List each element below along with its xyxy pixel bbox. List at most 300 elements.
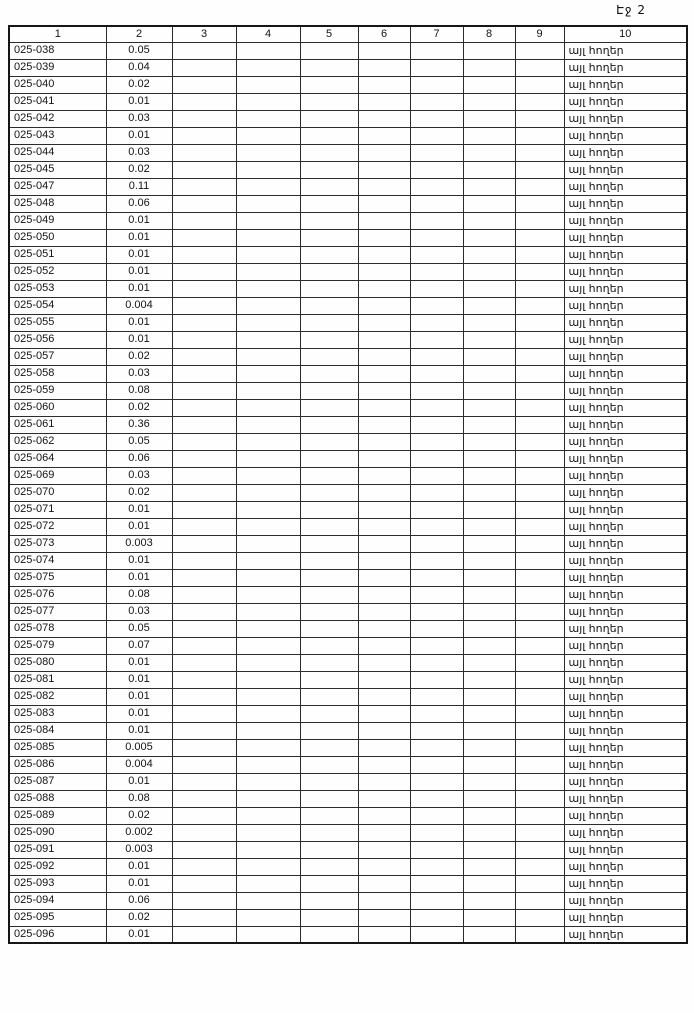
empty-cell (515, 42, 564, 59)
empty-cell (410, 858, 463, 875)
empty-cell (410, 416, 463, 433)
code-cell: 025-091 (9, 841, 106, 858)
empty-cell (410, 501, 463, 518)
empty-cell (236, 824, 300, 841)
column-header-6: 6 (358, 26, 410, 42)
code-cell: 025-074 (9, 552, 106, 569)
empty-cell (410, 603, 463, 620)
empty-cell (463, 637, 515, 654)
empty-cell (358, 127, 410, 144)
empty-cell (358, 263, 410, 280)
empty-cell (515, 416, 564, 433)
code-cell: 025-040 (9, 76, 106, 93)
note-cell: այլ հողեր (564, 93, 687, 110)
empty-cell (300, 365, 358, 382)
empty-cell (236, 399, 300, 416)
note-cell: այլ հողեր (564, 722, 687, 739)
table-row (9, 433, 687, 450)
code-cell: 025-053 (9, 280, 106, 297)
empty-cell (515, 824, 564, 841)
note-cell: այլ հողեր (564, 535, 687, 552)
table-row (9, 59, 687, 76)
empty-cell (463, 246, 515, 263)
note-cell: այլ հողեր (564, 195, 687, 212)
empty-cell (410, 365, 463, 382)
table-row (9, 552, 687, 569)
empty-cell (172, 501, 236, 518)
empty-cell (172, 807, 236, 824)
empty-cell (358, 467, 410, 484)
table-row (9, 382, 687, 399)
empty-cell (172, 280, 236, 297)
note-cell: այլ հողեր (564, 603, 687, 620)
empty-cell (358, 569, 410, 586)
empty-cell (300, 297, 358, 314)
area-cell: 0.06 (106, 195, 172, 212)
empty-cell (172, 637, 236, 654)
area-cell: 0.01 (106, 331, 172, 348)
area-cell: 0.002 (106, 824, 172, 841)
empty-cell (300, 875, 358, 892)
note-cell: այլ հողեր (564, 909, 687, 926)
empty-cell (300, 807, 358, 824)
code-cell: 025-058 (9, 365, 106, 382)
empty-cell (172, 841, 236, 858)
empty-cell (410, 280, 463, 297)
area-cell: 0.01 (106, 246, 172, 263)
area-cell: 0.03 (106, 110, 172, 127)
table-row (9, 484, 687, 501)
empty-cell (358, 229, 410, 246)
empty-cell (236, 841, 300, 858)
empty-cell (236, 161, 300, 178)
empty-cell (463, 620, 515, 637)
note-cell: այլ հողեր (564, 858, 687, 875)
empty-cell (410, 909, 463, 926)
table-row (9, 535, 687, 552)
table-row (9, 790, 687, 807)
empty-cell (463, 127, 515, 144)
empty-cell (515, 705, 564, 722)
note-cell: այլ հողեր (564, 450, 687, 467)
code-cell: 025-045 (9, 161, 106, 178)
empty-cell (236, 671, 300, 688)
area-cell: 0.01 (106, 229, 172, 246)
column-header-4: 4 (236, 26, 300, 42)
area-cell: 0.01 (106, 926, 172, 943)
empty-cell (463, 110, 515, 127)
empty-cell (515, 93, 564, 110)
empty-cell (515, 433, 564, 450)
empty-cell (515, 722, 564, 739)
table-row (9, 110, 687, 127)
empty-cell (515, 331, 564, 348)
empty-cell (358, 331, 410, 348)
area-cell: 0.36 (106, 416, 172, 433)
empty-cell (236, 110, 300, 127)
empty-cell (172, 93, 236, 110)
empty-cell (410, 127, 463, 144)
empty-cell (358, 790, 410, 807)
empty-cell (300, 331, 358, 348)
empty-cell (463, 195, 515, 212)
table-row (9, 467, 687, 484)
area-cell: 0.02 (106, 348, 172, 365)
empty-cell (410, 739, 463, 756)
empty-cell (463, 909, 515, 926)
empty-cell (300, 824, 358, 841)
empty-cell (236, 450, 300, 467)
empty-cell (410, 586, 463, 603)
empty-cell (515, 841, 564, 858)
note-cell: այլ հողեր (564, 365, 687, 382)
empty-cell (410, 926, 463, 943)
empty-cell (410, 331, 463, 348)
note-cell: այլ հողեր (564, 637, 687, 654)
empty-cell (236, 807, 300, 824)
table-row (9, 569, 687, 586)
empty-cell (463, 824, 515, 841)
empty-cell (236, 212, 300, 229)
empty-cell (172, 824, 236, 841)
empty-cell (463, 331, 515, 348)
column-header-2: 2 (106, 26, 172, 42)
empty-cell (236, 331, 300, 348)
table-row (9, 892, 687, 909)
empty-cell (358, 705, 410, 722)
empty-cell (236, 348, 300, 365)
code-cell: 025-060 (9, 399, 106, 416)
empty-cell (172, 127, 236, 144)
code-cell: 025-088 (9, 790, 106, 807)
code-cell: 025-094 (9, 892, 106, 909)
empty-cell (300, 688, 358, 705)
code-cell: 025-073 (9, 535, 106, 552)
empty-cell (358, 552, 410, 569)
empty-cell (236, 467, 300, 484)
empty-cell (236, 892, 300, 909)
empty-cell (172, 42, 236, 59)
empty-cell (300, 586, 358, 603)
empty-cell (236, 501, 300, 518)
empty-cell (172, 586, 236, 603)
table-row (9, 450, 687, 467)
area-cell: 0.02 (106, 807, 172, 824)
empty-cell (300, 416, 358, 433)
empty-cell (358, 807, 410, 824)
empty-cell (300, 246, 358, 263)
area-cell: 0.01 (106, 127, 172, 144)
empty-cell (515, 892, 564, 909)
code-cell: 025-038 (9, 42, 106, 59)
column-header-9: 9 (515, 26, 564, 42)
empty-cell (515, 569, 564, 586)
empty-cell (358, 314, 410, 331)
empty-cell (358, 841, 410, 858)
empty-cell (236, 637, 300, 654)
empty-cell (515, 263, 564, 280)
empty-cell (463, 875, 515, 892)
empty-cell (463, 297, 515, 314)
code-cell: 025-071 (9, 501, 106, 518)
empty-cell (358, 195, 410, 212)
empty-cell (515, 654, 564, 671)
area-cell: 0.01 (106, 671, 172, 688)
empty-cell (172, 756, 236, 773)
empty-cell (172, 178, 236, 195)
empty-cell (515, 909, 564, 926)
empty-cell (463, 433, 515, 450)
empty-cell (410, 76, 463, 93)
note-cell: այլ հողեր (564, 331, 687, 348)
empty-cell (172, 365, 236, 382)
area-cell: 0.01 (106, 654, 172, 671)
empty-cell (358, 688, 410, 705)
empty-cell (300, 739, 358, 756)
empty-cell (515, 348, 564, 365)
empty-cell (515, 688, 564, 705)
code-cell: 025-092 (9, 858, 106, 875)
empty-cell (172, 195, 236, 212)
note-cell: այլ հողեր (564, 705, 687, 722)
empty-cell (172, 909, 236, 926)
empty-cell (515, 110, 564, 127)
note-cell: այլ հողեր (564, 59, 687, 76)
empty-cell (410, 399, 463, 416)
table-row (9, 926, 687, 943)
empty-cell (358, 178, 410, 195)
note-cell: այլ հողեր (564, 552, 687, 569)
empty-cell (300, 637, 358, 654)
code-cell: 025-051 (9, 246, 106, 263)
table-row (9, 756, 687, 773)
note-cell: այլ հողեր (564, 212, 687, 229)
note-cell: այլ հողեր (564, 569, 687, 586)
note-cell: այլ հողեր (564, 926, 687, 943)
empty-cell (300, 144, 358, 161)
area-cell: 0.05 (106, 42, 172, 59)
code-cell: 025-090 (9, 824, 106, 841)
empty-cell (300, 484, 358, 501)
empty-cell (300, 620, 358, 637)
empty-cell (358, 722, 410, 739)
table-row (9, 42, 687, 59)
note-cell: այլ հողեր (564, 773, 687, 790)
empty-cell (172, 144, 236, 161)
empty-cell (172, 926, 236, 943)
area-cell: 0.03 (106, 467, 172, 484)
empty-cell (515, 144, 564, 161)
empty-cell (410, 467, 463, 484)
empty-cell (515, 297, 564, 314)
empty-cell (300, 127, 358, 144)
empty-cell (515, 756, 564, 773)
column-header-3: 3 (172, 26, 236, 42)
table-row (9, 824, 687, 841)
area-cell: 0.01 (106, 705, 172, 722)
empty-cell (463, 841, 515, 858)
area-cell: 0.11 (106, 178, 172, 195)
table-row (9, 705, 687, 722)
empty-cell (515, 501, 564, 518)
empty-cell (410, 161, 463, 178)
empty-cell (515, 637, 564, 654)
empty-cell (300, 535, 358, 552)
table-row (9, 263, 687, 280)
empty-cell (463, 450, 515, 467)
empty-cell (410, 790, 463, 807)
empty-cell (172, 688, 236, 705)
table-row (9, 875, 687, 892)
empty-cell (515, 229, 564, 246)
empty-cell (358, 42, 410, 59)
code-cell: 025-086 (9, 756, 106, 773)
empty-cell (236, 76, 300, 93)
empty-cell (358, 909, 410, 926)
table-row (9, 399, 687, 416)
empty-cell (172, 875, 236, 892)
empty-cell (172, 348, 236, 365)
code-cell: 025-079 (9, 637, 106, 654)
empty-cell (300, 603, 358, 620)
empty-cell (358, 365, 410, 382)
empty-cell (358, 93, 410, 110)
area-cell: 0.01 (106, 688, 172, 705)
empty-cell (410, 144, 463, 161)
empty-cell (300, 722, 358, 739)
note-cell: այլ հողեր (564, 280, 687, 297)
table-row (9, 195, 687, 212)
table-row (9, 671, 687, 688)
empty-cell (236, 518, 300, 535)
empty-cell (410, 382, 463, 399)
note-cell: այլ հողեր (564, 688, 687, 705)
empty-cell (300, 909, 358, 926)
empty-cell (358, 246, 410, 263)
empty-cell (300, 212, 358, 229)
empty-cell (236, 229, 300, 246)
empty-cell (410, 637, 463, 654)
table-row (9, 161, 687, 178)
note-cell: այլ հողեր (564, 790, 687, 807)
empty-cell (236, 858, 300, 875)
note-cell: այլ հողեր (564, 76, 687, 93)
empty-cell (410, 773, 463, 790)
empty-cell (515, 161, 564, 178)
empty-cell (300, 671, 358, 688)
empty-cell (236, 875, 300, 892)
empty-cell (172, 620, 236, 637)
area-cell: 0.02 (106, 161, 172, 178)
empty-cell (410, 705, 463, 722)
table-row (9, 348, 687, 365)
empty-cell (463, 365, 515, 382)
note-cell: այլ հողեր (564, 467, 687, 484)
empty-cell (410, 229, 463, 246)
area-cell: 0.01 (106, 518, 172, 535)
table-row (9, 314, 687, 331)
empty-cell (410, 59, 463, 76)
empty-cell (300, 93, 358, 110)
table-row (9, 501, 687, 518)
empty-cell (172, 161, 236, 178)
empty-cell (172, 382, 236, 399)
empty-cell (463, 348, 515, 365)
empty-cell (463, 569, 515, 586)
empty-cell (358, 586, 410, 603)
empty-cell (463, 416, 515, 433)
code-cell: 025-055 (9, 314, 106, 331)
code-cell: 025-054 (9, 297, 106, 314)
empty-cell (300, 348, 358, 365)
empty-cell (172, 416, 236, 433)
area-cell: 0.04 (106, 59, 172, 76)
empty-cell (463, 144, 515, 161)
empty-cell (358, 654, 410, 671)
code-cell: 025-080 (9, 654, 106, 671)
empty-cell (300, 110, 358, 127)
empty-cell (515, 365, 564, 382)
empty-cell (300, 654, 358, 671)
empty-cell (236, 144, 300, 161)
empty-cell (172, 450, 236, 467)
empty-cell (172, 76, 236, 93)
code-cell: 025-042 (9, 110, 106, 127)
empty-cell (358, 620, 410, 637)
code-cell: 025-059 (9, 382, 106, 399)
empty-cell (463, 773, 515, 790)
empty-cell (236, 314, 300, 331)
empty-cell (463, 654, 515, 671)
code-cell: 025-043 (9, 127, 106, 144)
empty-cell (463, 807, 515, 824)
code-cell: 025-070 (9, 484, 106, 501)
empty-cell (358, 858, 410, 875)
note-cell: այլ հողեր (564, 841, 687, 858)
empty-cell (300, 382, 358, 399)
empty-cell (410, 569, 463, 586)
empty-cell (515, 552, 564, 569)
empty-cell (172, 569, 236, 586)
empty-cell (410, 892, 463, 909)
empty-cell (515, 280, 564, 297)
empty-cell (300, 756, 358, 773)
table-body (9, 42, 687, 943)
empty-cell (172, 246, 236, 263)
empty-cell (410, 263, 463, 280)
code-cell: 025-093 (9, 875, 106, 892)
empty-cell (300, 263, 358, 280)
note-cell: այլ հողեր (564, 161, 687, 178)
empty-cell (410, 484, 463, 501)
area-cell: 0.06 (106, 450, 172, 467)
empty-cell (410, 110, 463, 127)
code-cell: 025-095 (9, 909, 106, 926)
empty-cell (463, 263, 515, 280)
empty-cell (358, 671, 410, 688)
table-row (9, 229, 687, 246)
note-cell: այլ հողեր (564, 110, 687, 127)
empty-cell (515, 773, 564, 790)
empty-cell (300, 926, 358, 943)
empty-cell (236, 756, 300, 773)
empty-cell (410, 450, 463, 467)
area-cell: 0.02 (106, 909, 172, 926)
empty-cell (358, 450, 410, 467)
empty-cell (172, 671, 236, 688)
table-row (9, 620, 687, 637)
empty-cell (358, 892, 410, 909)
